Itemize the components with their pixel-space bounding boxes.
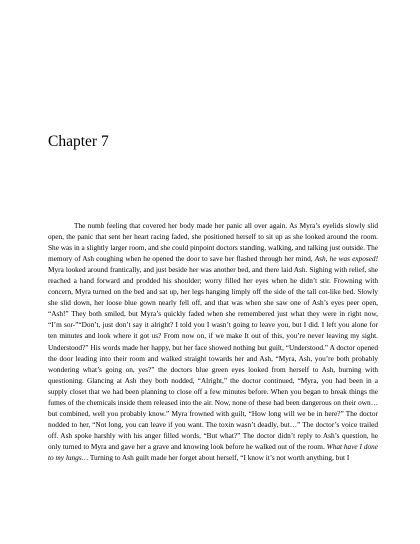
chapter-title: Chapter 7	[48, 133, 109, 150]
text-run: The numb feeling that covered her body made her panic all over again. As Myra’s eyelids slowly slid open, the panic that sent her heart racing faded, she positioned herself to sit up as she looked around the room. She was in a slightly larger room, and she could pinpoint doctors standing, walking, and talking just outside. The memory of Ash coughing when he opened the door to save her flashed through her mind,	[48, 221, 378, 264]
text-run-italic: What have I done to my lungs…	[48, 441, 379, 462]
text-run: Myra looked around frantically, and just beside her was another bed, and there laid Ash. Sighing with relief, she reached a hand forward and prodded his shoulder; worry filled her eyes when he didn’t stir. Frowning with concern, Myra turned on the bed and sat up, her legs hanging limply off the side of the tall cot-like bed. Slowly she slid down, her loose blue gown nearly fell off, and that was when she saw one of Ash’s eyes peer open, “Ash!” They both smiled, but Myra’s quickly faded when she remembered just what they were in right now, “I’m sor-”“Don’t, just don’t say it alright? I told you I wasn’t going to leave you, but I did. I left you alone for ten minutes and look where it got us? From now on, if we make It out of this, you’re never leaving my sight. Understood?” His words made her happy, but her face showed nothing but guilt, “Understood.” A doctor opened the door leading into their room and walked straight towards her and Ash, “Myra, Ash, you’re both probably wondering what’s going on, yes?” the doctors blue green eyes looked from herself to Ash, burning with questioning. Glancing at Ash they both nodded, “Alright,” the doctor continued, “Myra, you had been in a supply closet that we had been planning to close off a few minutes before. When you began to break things the fumes of the chemicals inside them released into the air. Now, none of these had been dangerous on their own… but combined, well you probably know.” Myra frowned with guilt, “How long will we be in here?” The doctor nodded to her, “Not long, you can leave if you want. The toxin wasn’t deadly, but…” The doctor’s voice trailed off. Ash spoke harshly with his anger filled words, “But what?” The doctor didn’t reply to Ash’s question, he only turned to Myra and gave her a grave and knowing look before he walked out of the room.	[48, 265, 378, 451]
text-run-italic: Ash, he was exposed!	[314, 254, 378, 264]
text-run: Turning to Ash guilt made her forget about herself, “I know it’s not worth anything, but I	[88, 452, 350, 462]
chapter-body-paragraph	[48, 220, 378, 463]
